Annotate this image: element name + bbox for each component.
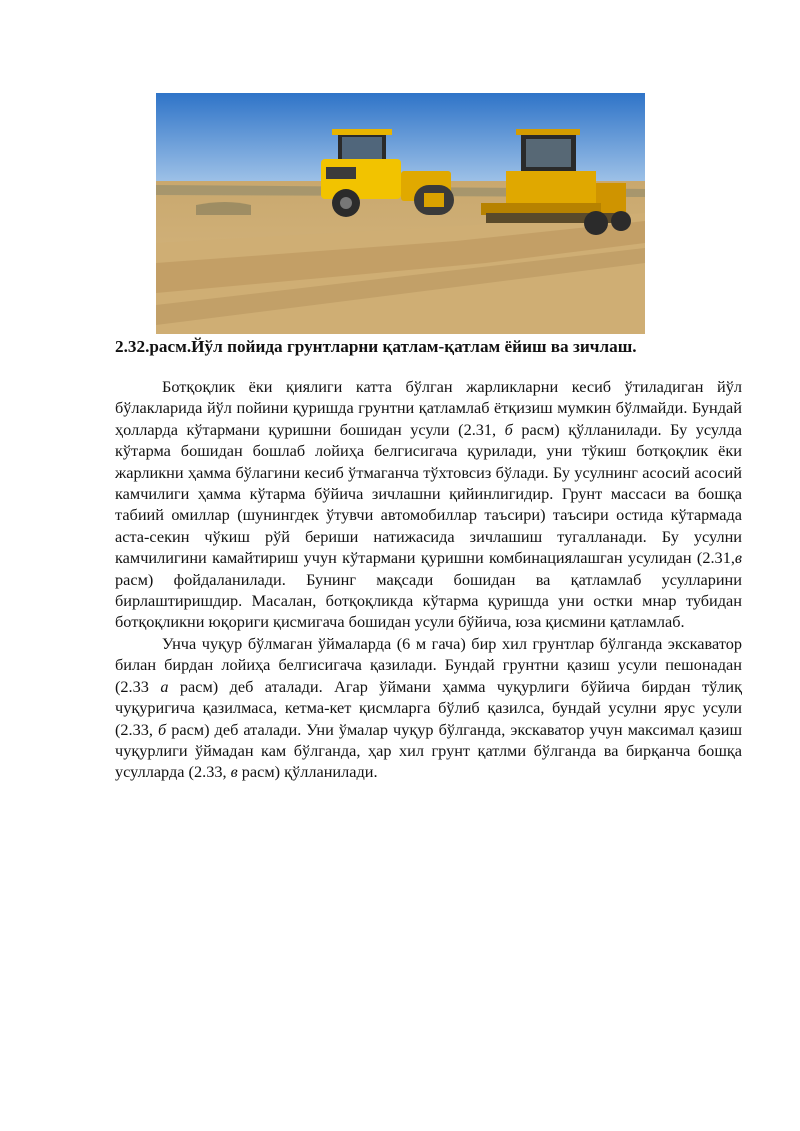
text-segment-italic: в bbox=[734, 548, 742, 568]
paragraph-1 bbox=[115, 376, 742, 633]
text-segment: расм) қўлланилади. Бу усулда кўтарма бошидан бошлаб лойиҳа белгисигача қурилади, уни тўкиш ботқоқлик ёки жарликни ҳамма бўлагини кесиб ўтмаганча тўхтовсиз бўлади. Бу усулнинг асосий асосий камчилиги ҳамма кўтарма бўйича зичлашни қийинлигидир. Грунт массаси ва бошқа табиий омиллар (шунингдек ўтувчи автомобиллар таъсири) таъсири остида кўтармада аста-секин чўкиш рўй бериши натижасида зичлашиш тугалланади. Бу усулни камчилигини камайтириш учун кўтармани қуришни комбинациялашган усулидан (2.31, bbox=[115, 419, 742, 568]
text-segment: Ботқоқлик ёки қиялиги катта бўлган жарликларни кесиб ўтиладиган йўл бўлакларида йўл пойини қуришда грунтни қатламлаб ётқизиш мумкин бўлмайди. Бундай ҳолларда кўтармани қуришни бошидан усули (2.31, bbox=[115, 377, 742, 439]
text-segment-italic: б bbox=[504, 419, 513, 439]
text-segment: расм) қўлланилади. bbox=[237, 762, 378, 782]
figure-caption: 2.32.расм.Йўл пойида грунтларни қатлам-қатлам ёйиш ва зичлаш. bbox=[115, 337, 637, 356]
text-segment: расм) фойдаланилади. Бунинг мақсади бошидан ва қатламлаб усулларини бирлаштиришдир. Масалан, ботқоқликда кўтарма қуришда уни остки мнар тубидан ботқоқликни юқориги қисмигача бошидан усули бўйича, юза қисмини қатламлаб. bbox=[115, 569, 742, 632]
text-segment: Унча чуқур бўлмаган ўймаларда (6 м гача) бир хил грунтлар бўлганда экскаватор билан бирдан лойиҳа белгисигача қазилади. Бундай грунтни қазиш усули пешонадан (2.33 bbox=[115, 633, 742, 696]
paragraph-2 bbox=[115, 633, 742, 783]
body-text bbox=[115, 376, 742, 783]
text-segment-italic: в bbox=[230, 762, 238, 782]
text-segment-italic: а bbox=[160, 676, 169, 696]
text-segment: расм) деб аталади. Уни ўмалар чуқур бўлганда, экскаватор учун максимал қазиш чуқурлиги ўймадан кам бўлганда, ҳар хил грунт қатлми бўлганда ва бирқанча бошқа усулларда (2.33, bbox=[115, 719, 742, 782]
text-segment-italic: б bbox=[158, 719, 167, 739]
figure-photo-road-construction bbox=[156, 93, 645, 334]
text-segment: расм) деб аталади. Агар ўймани ҳамма чуқурлиги бўйича бирдан тўлиқ чуқуригича қазилмаса, кетма-кет қисмларга бўлиб қазилса, бундай усулни ярус усули (2.33, bbox=[115, 676, 742, 739]
